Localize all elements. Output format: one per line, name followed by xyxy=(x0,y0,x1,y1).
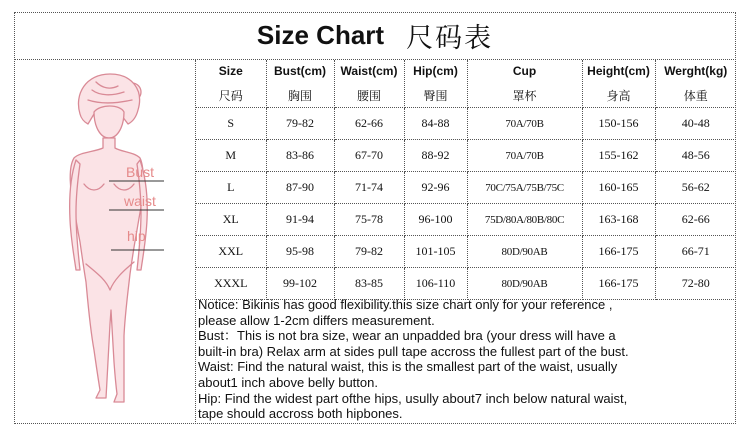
table-row xyxy=(196,108,736,140)
header-waist xyxy=(334,60,404,108)
cell-waist: 71-74 xyxy=(334,172,404,204)
cell-cup: 70A/70B xyxy=(467,108,582,140)
cell-cup: 80D/90AB xyxy=(467,268,582,300)
cell-hip: 101-105 xyxy=(404,236,467,268)
header-label-cn: 胸围 xyxy=(287,88,312,103)
cell-bust: 95-98 xyxy=(266,236,334,268)
bust-note-line: Bust：This is not bra size, wear an unpadded bra (your dress will have a xyxy=(198,328,616,344)
header-label-en: Height(cm) xyxy=(587,63,650,78)
notice-line: Notice: Bikinis has good flexibility.this size chart only for your reference , xyxy=(198,297,613,312)
hip-label: hip xyxy=(127,228,146,244)
cell-hip: 106-110 xyxy=(404,268,467,300)
cell-cup: 75D/80A/80B/80C xyxy=(467,204,582,236)
header-label-cn: 尺码 xyxy=(218,88,243,103)
cell-waist: 67-70 xyxy=(334,140,404,172)
cell-size: XL xyxy=(196,204,266,236)
header-size xyxy=(196,60,266,108)
bust-label: Bust xyxy=(126,164,155,180)
header-label-en: Cup xyxy=(512,63,537,78)
cell-cup: 80D/90AB xyxy=(467,236,582,268)
header-label-cn: 臀围 xyxy=(423,88,448,103)
header-hip xyxy=(404,60,467,108)
table-row xyxy=(196,268,736,300)
measurement-notes xyxy=(198,297,730,422)
table-row xyxy=(196,140,736,172)
cell-weight: 40-48 xyxy=(655,108,736,140)
cell-weight: 66-71 xyxy=(655,236,736,268)
cell-weight: 48-56 xyxy=(655,140,736,172)
body-figure-icon xyxy=(14,60,196,424)
bust-note-line: built-in bra) Relax arm at sides pull tape accross the fullest part of the bust. xyxy=(198,343,629,359)
cell-height: 150-156 xyxy=(582,108,655,140)
cell-weight: 72-80 xyxy=(655,268,736,300)
cell-hip: 84-88 xyxy=(404,108,467,140)
header-label-en: Hip(cm) xyxy=(413,63,458,78)
cell-size: L xyxy=(196,172,266,204)
cell-height: 155-162 xyxy=(582,140,655,172)
cell-waist: 83-85 xyxy=(334,268,404,300)
waist-label: waist xyxy=(124,193,156,209)
cell-cup: 70A/70B xyxy=(467,140,582,172)
table-row xyxy=(196,204,736,236)
cell-hip: 96-100 xyxy=(404,204,467,236)
page-title-chinese: 尺码表 xyxy=(406,23,494,54)
size-table xyxy=(196,60,736,300)
header-bust xyxy=(266,60,334,108)
cell-height: 166-175 xyxy=(582,268,655,300)
cell-bust: 79-82 xyxy=(266,108,334,140)
table-header-row xyxy=(196,60,736,108)
cell-hip: 88-92 xyxy=(404,140,467,172)
body-figure-panel xyxy=(14,60,196,424)
header-label-cn: 罩杯 xyxy=(512,88,537,103)
table-row xyxy=(196,172,736,204)
title-row xyxy=(14,12,736,60)
hip-note-line: Hip: Find the widest part ofthe hips, usully about7 inch below natural waist, xyxy=(198,390,628,406)
cell-bust: 87-90 xyxy=(266,172,334,204)
table-row xyxy=(196,236,736,268)
waist-note-line: about1 inch above belly button. xyxy=(198,374,378,390)
header-cup xyxy=(467,60,582,108)
cell-height: 166-175 xyxy=(582,236,655,268)
header-label-cn: 体重 xyxy=(683,88,708,103)
cell-size: S xyxy=(196,108,266,140)
cell-bust: 99-102 xyxy=(266,268,334,300)
header-label-en: Bust(cm) xyxy=(273,63,326,78)
cell-bust: 91-94 xyxy=(266,204,334,236)
header-label-en: Werght(kg) xyxy=(664,63,728,78)
header-label-cn: 身高 xyxy=(606,88,631,103)
cell-bust: 83-86 xyxy=(266,140,334,172)
page-title: Size Chart xyxy=(256,20,385,50)
cell-waist: 62-66 xyxy=(334,108,404,140)
cell-waist: 79-82 xyxy=(334,236,404,268)
cell-waist: 75-78 xyxy=(334,204,404,236)
header-label-cn: 腰围 xyxy=(356,88,381,103)
cell-size: M xyxy=(196,140,266,172)
notice-line: please allow 1-2cm differs measurement. xyxy=(198,312,435,328)
hip-note-line: tape should accross both hipbones. xyxy=(198,406,403,422)
cell-size: XXL xyxy=(196,236,266,268)
header-height xyxy=(582,60,655,108)
header-label-en: Waist(cm) xyxy=(340,63,398,78)
cell-weight: 56-62 xyxy=(655,172,736,204)
cell-height: 163-168 xyxy=(582,204,655,236)
waist-note-line: Waist: Find the natural waist, this is the smallest part of the waist, usually xyxy=(198,359,618,375)
cell-height: 160-165 xyxy=(582,172,655,204)
header-weight xyxy=(655,60,736,108)
cell-weight: 62-66 xyxy=(655,204,736,236)
header-label-en: Size xyxy=(218,63,243,78)
cell-hip: 92-96 xyxy=(404,172,467,204)
cell-size: XXXL xyxy=(196,268,266,300)
cell-cup: 70C/75A/75B/75C xyxy=(467,172,582,204)
